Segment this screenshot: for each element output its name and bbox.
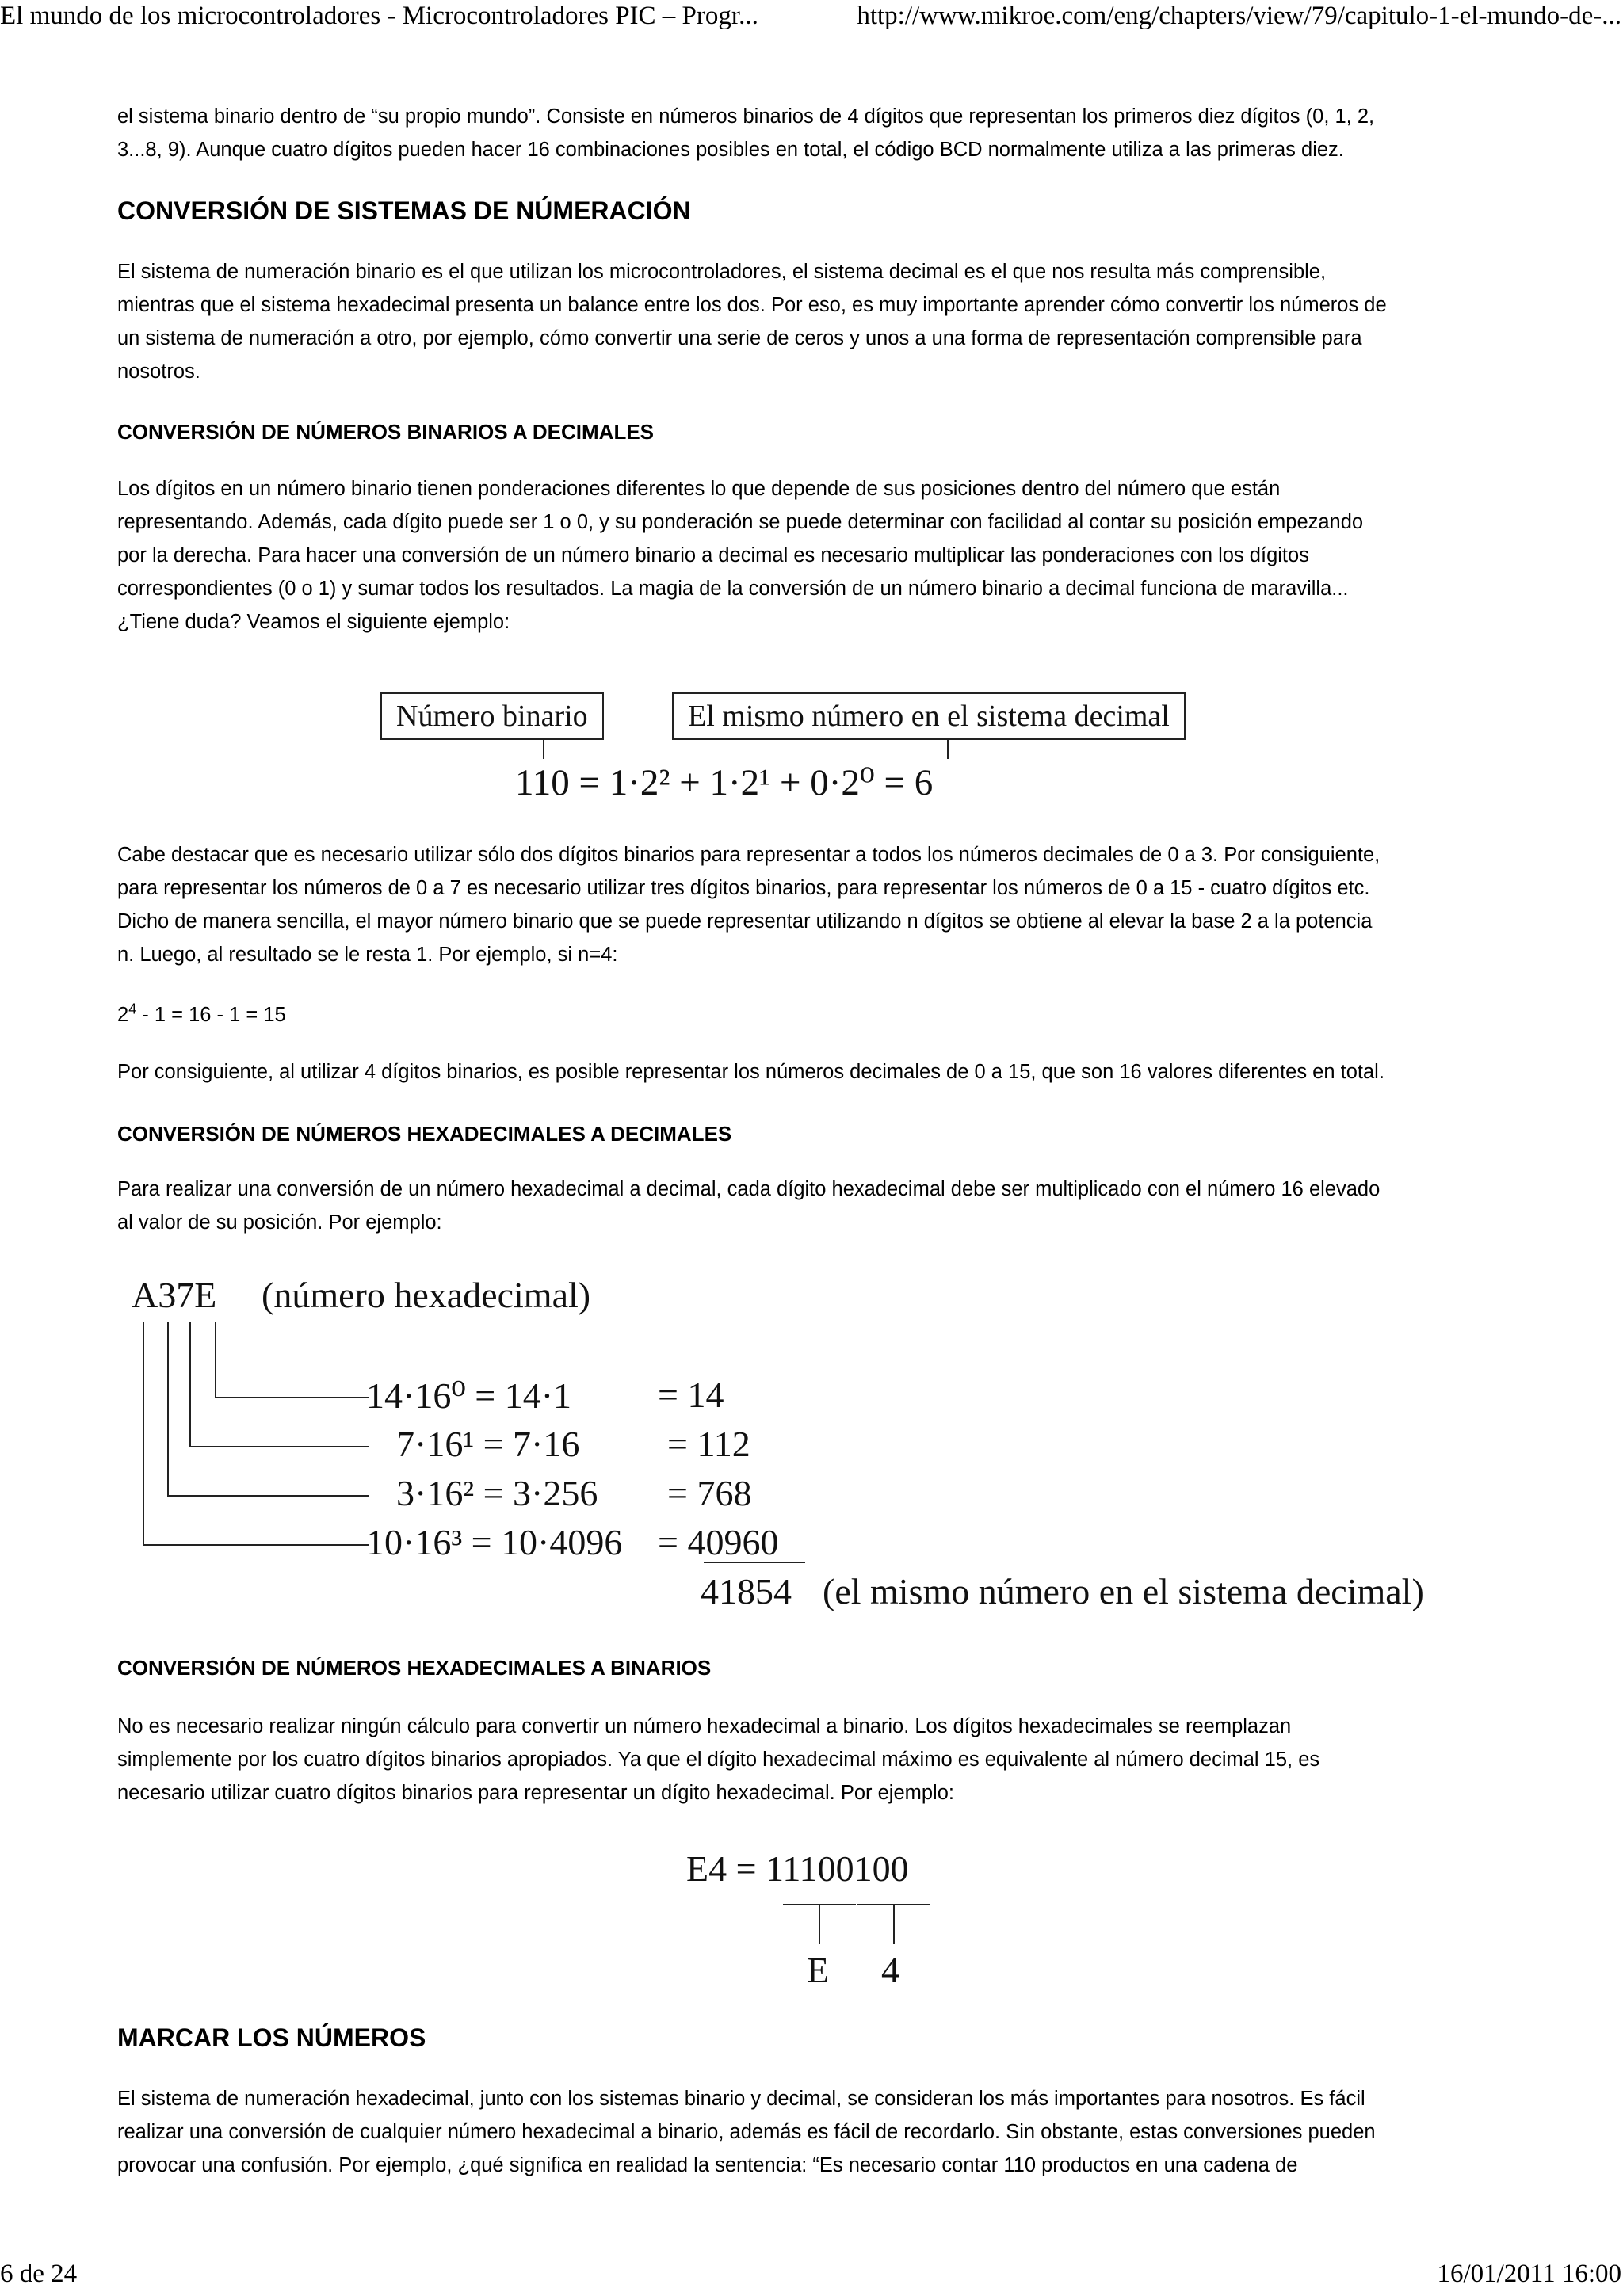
paragraph-line: Dicho de manera sencilla, el mayor número binario que se puede representar utilizando n dígitos se obtiene al elevar la base 2 a la potencia: [117, 910, 1373, 933]
paragraph-line: n. Luego, al resultado se le resta 1. Por ejemplo, si n=4:: [117, 944, 618, 966]
label-mismo-numero-decimal: El mismo número en el sistema decimal: [672, 692, 1186, 740]
hex-row-expr: 10·16³ = 10·4096: [366, 1522, 623, 1562]
section-heading-hex-binarios: CONVERSIÓN DE NÚMEROS HEXADECIMALES A BINARIOS: [117, 1656, 712, 1680]
label-numero-binario: Número binario: [380, 692, 604, 740]
hex-row-result: = 14: [658, 1375, 724, 1415]
paragraph-line: No es necesario realizar ningún cálculo para convertir un número hexadecimal a binario. Los dígitos hexadecimales se reemplazan: [117, 1715, 1292, 1737]
paragraph-line: por la derecha. Para hacer una conversión de un número binario a decimal es necesario multiplicar las ponderaciones con los dígitos: [117, 544, 1309, 566]
formula-exponent: 4: [128, 1001, 137, 1017]
hex-row-result: = 768: [667, 1473, 752, 1513]
section-heading-binarios-decimales: CONVERSIÓN DE NÚMEROS BINARIOS A DECIMALES: [117, 420, 655, 444]
hex-row-expr: 7·16¹ = 7·16: [396, 1424, 580, 1464]
section-heading-conversion-sistemas: CONVERSIÓN DE SISTEMAS DE NÚMERACIÓN: [117, 196, 691, 225]
paragraph-line: Por consiguiente, al utilizar 4 dígitos binarios, es posible representar los números decimales de 0 a 15, que son 16 valores diferentes en total.: [117, 1061, 1384, 1083]
paragraph-line: necesario utilizar cuatro dígitos binarios para representar un dígito hexadecimal. Por ejemplo:: [117, 1782, 954, 1804]
paragraph-line: El sistema de numeración binario es el que utilizan los microcontroladores, el sistema decimal es el que nos resulta más comprensible,: [117, 261, 1327, 283]
hex-row-expr: 14·16⁰ = 14·1: [366, 1375, 572, 1416]
print-footer: [0, 2260, 1623, 2294]
hex-digit-4: 4: [881, 1950, 899, 1990]
hex-number: A37E: [132, 1275, 217, 1315]
paragraph-line: ¿Tiene duda? Veamos el siguiente ejemplo:: [117, 611, 510, 633]
hex-binary-equation: E4 = 11100100: [686, 1848, 909, 1889]
intro-line: el sistema binario dentro de “su propio mundo”. Consiste en números binarios de 4 dígitos que representan los primeros diez dígitos (0, 1, 2,: [117, 105, 1375, 128]
print-header-title: El mundo de los microcontroladores - Microcontroladores PIC – Progr...: [0, 2, 758, 30]
binary-equation: 110 = 1·2² + 1·2¹ + 0·2⁰ = 6: [515, 762, 934, 803]
paragraph-line: al valor de su posición. Por ejemplo:: [117, 1211, 442, 1234]
intro-line: 3...8, 9). Aunque cuatro dígitos pueden hacer 16 combinaciones posibles en total, el código BCD normalmente utiliza a las primeras diez.: [117, 139, 1344, 161]
section-5-body: [117, 2082, 1504, 2182]
paragraph-line: mientras que el sistema hexadecimal presenta un balance entre los dos. Por eso, es muy importante aprender cómo convertir los números de: [117, 294, 1387, 316]
hex-row-result: = 40960: [658, 1522, 779, 1562]
print-header-url: http://www.mikroe.com/eng/chapters/view/79/capitulo-1-el-mundo-de-...: [857, 2, 1621, 30]
hex-digit-e: E: [807, 1950, 830, 1990]
paragraph-line: El sistema de numeración hexadecimal, junto con los sistemas binario y decimal, se consideran los más importantes para nosotros. Es fácil: [117, 2088, 1365, 2110]
paragraph-line: un sistema de numeración a otro, por ejemplo, cómo convertir una serie de ceros y unos a una forma de representación comprensible para: [117, 327, 1362, 349]
paragraph-line: realizar una conversión de cualquier número hexadecimal a binario, además es fácil de recordarlo. Sin obstante, estas conversiones pueden: [117, 2121, 1376, 2143]
paragraph-line: representando. Además, cada dígito puede ser 1 o 0, y su ponderación se puede determinar con facilidad al contar su posición empezando: [117, 511, 1364, 533]
section-heading-marcar-numeros: MARCAR LOS NÚMEROS: [117, 2023, 426, 2052]
formula-base: 2: [117, 1004, 129, 1026]
paragraph-line: Los dígitos en un número binario tienen ponderaciones diferentes lo que depende de sus posiciones dentro del número que están: [117, 478, 1281, 500]
paragraph-line: correspondientes (0 o 1) y sumar todos los resultados. La magia de la conversión de un número binario a decimal funciona de maravilla...: [117, 578, 1349, 600]
hex-row-result: = 112: [667, 1424, 750, 1464]
paragraph-line: Cabe destacar que es necesario utilizar sólo dos dígitos binarios para representar a todos los números decimales de 0 a 3. Por consiguiente,: [117, 844, 1381, 866]
paragraph-line: Para realizar una conversión de un número hexadecimal a decimal, cada dígito hexadecimal debe ser multiplicado con el número 16 elevado: [117, 1178, 1381, 1200]
page-counter: 6 de 24: [0, 2260, 78, 2288]
paragraph-line: nosotros.: [117, 360, 200, 383]
hex-number-label: (número hexadecimal): [262, 1275, 591, 1315]
hex-row-expr: 3·16² = 3·256: [396, 1473, 598, 1513]
formula-rest: - 1 = 16 - 1 = 15: [136, 1004, 286, 1026]
section-heading-hex-decimales: CONVERSIÓN DE NÚMEROS HEXADECIMALES A DECIMALES: [117, 1122, 732, 1146]
paragraph-line: para representar los números de 0 a 7 es necesario utilizar tres dígitos binarios, para representar los números de 0 a 15 - cuatro dígitos etc.: [117, 877, 1370, 899]
hex-total: 41854: [701, 1571, 792, 1611]
paragraph-line: provocar una confusión. Por ejemplo, ¿qué significa en realidad la sentencia: “Es necesario contar 110 productos en una cadena de: [117, 2154, 1298, 2176]
print-datetime: 16/01/2011 16:00: [1437, 2260, 1621, 2288]
paragraph-line: simplemente por los cuatro dígitos binarios apropiados. Ya que el dígito hexadecimal máximo es equivalente al número decimal 15, es: [117, 1749, 1320, 1771]
hex-total-label: (el mismo número en el sistema decimal): [823, 1571, 1424, 1611]
